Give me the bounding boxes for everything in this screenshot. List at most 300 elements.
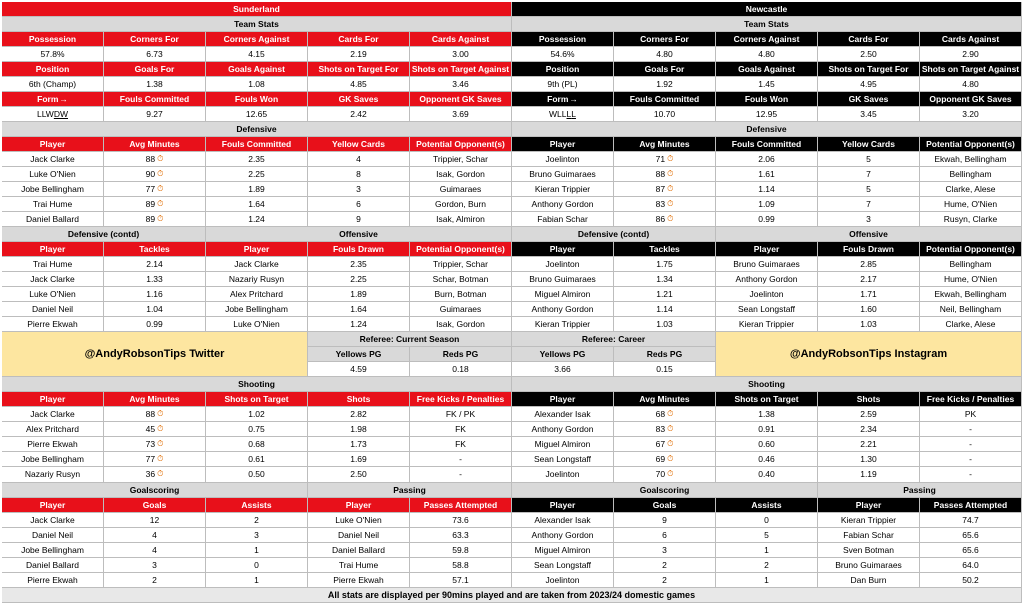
home-contd-header-text: Player	[243, 244, 270, 255]
away-contd-header	[818, 242, 920, 257]
goals	[104, 528, 206, 543]
tackles-value	[104, 272, 206, 287]
away-passing-title	[818, 483, 1022, 498]
tackles-player-text: Bruno Guimaraes	[529, 274, 596, 285]
potential-opponents	[410, 257, 512, 272]
shots-text: 1.30	[860, 454, 877, 465]
home-sot_against-value-text: 3.46	[452, 79, 469, 90]
away-position-label	[512, 62, 614, 77]
away-shoot-header-text: Free Kicks / Penalties	[926, 394, 1015, 405]
home-def-header-text: Yellow Cards	[332, 139, 385, 150]
home-shots_on_target_for-label-text: Shots on Target For	[318, 64, 399, 75]
home-opp_gk_saves-value	[410, 107, 512, 122]
potential-opponents	[920, 197, 1022, 212]
home-shoot-header	[206, 392, 308, 407]
passes-attempted	[920, 543, 1022, 558]
potential-opponents-text: Bellingham	[949, 259, 992, 270]
home-position-value	[2, 77, 104, 92]
offensive-player-text: Anthony Gordon	[735, 274, 798, 285]
home-goalscoring-title	[2, 483, 308, 498]
goalscoring-player-text: Alexander Isak	[534, 514, 591, 525]
away-gk_saves-value-text: 3.45	[860, 109, 877, 120]
home-cards_for-label-text: Cards For	[338, 34, 379, 45]
free-kicks-penalties	[920, 407, 1022, 422]
potential-opponents	[410, 212, 512, 227]
home-def-header-text: Player	[39, 139, 66, 150]
potential-opponents	[410, 152, 512, 167]
fouls-committed-text: 1.14	[758, 184, 775, 195]
career-reds-pg	[614, 362, 716, 377]
goalscoring-player	[2, 528, 104, 543]
shots-text: 2.59	[860, 409, 877, 420]
free-kicks-penalties	[920, 437, 1022, 452]
shooting-player-text: Pierre Ekwah	[27, 439, 78, 450]
home-fouls_committed-label	[104, 92, 206, 107]
tackles-value	[614, 257, 716, 272]
potential-opponents-text: Rusyn, Clarke	[943, 214, 998, 225]
passing-player	[818, 558, 920, 573]
home-cards_against-label-text: Cards Against	[431, 34, 490, 45]
passing-player-text: Trai Hume	[338, 559, 379, 570]
away-possession-label-text: Possession	[538, 34, 587, 45]
fouls-committed-text: 1.61	[758, 169, 775, 180]
home-fouls_committed-label-text: Fouls Committed	[119, 94, 190, 105]
passing-player	[308, 528, 410, 543]
defensive-player-text: Bruno Guimaraes	[529, 169, 596, 180]
assists	[206, 558, 308, 573]
passing-player	[308, 573, 410, 588]
shots-text: 2.50	[350, 469, 367, 480]
tackles-player-text: Trai Hume	[32, 259, 73, 270]
yellow-cards-text: 7	[866, 199, 871, 210]
shooting-player-text: Jack Clarke	[30, 409, 75, 420]
away-possession-value	[512, 47, 614, 62]
shots	[308, 407, 410, 422]
shots	[308, 422, 410, 437]
fouls-committed	[716, 182, 818, 197]
free-kicks-penalties-text: -	[459, 469, 462, 480]
away-shots_on_target_for-label	[818, 62, 920, 77]
home-goals_against-label-text: Goals Against	[228, 64, 285, 75]
away-corners_against-label-text: Corners Against	[733, 34, 800, 45]
goalscoring-player	[2, 558, 104, 573]
home-fouls_committed-value-text: 9.27	[146, 109, 163, 120]
yellow-cards	[818, 182, 920, 197]
avg-minutes	[104, 437, 206, 452]
defensive-player-text: Daniel Ballard	[26, 214, 79, 225]
avg-minutes	[614, 212, 716, 227]
home-defensive-title	[2, 122, 512, 137]
home-opp_gk_saves-value-text: 3.69	[452, 109, 469, 120]
season-yellows-pg	[308, 362, 410, 377]
home-possession-value	[2, 47, 104, 62]
assists	[206, 528, 308, 543]
stopwatch-icon: ⏱	[157, 424, 164, 434]
free-kicks-penalties	[920, 452, 1022, 467]
home-contd-header	[2, 242, 104, 257]
avg-minutes-text: 36	[145, 469, 156, 480]
home-position-value-text: 6th (Champ)	[28, 79, 77, 90]
tackles-value-text: 1.34	[656, 274, 673, 285]
stopwatch-icon: ⏱	[157, 184, 164, 194]
passes-attempted-text: 50.2	[962, 574, 979, 585]
away-goals_against-label	[716, 62, 818, 77]
away-position-value-text: 9th (PL)	[547, 79, 578, 90]
away-contd-header	[614, 242, 716, 257]
home-cards_for-value	[308, 47, 410, 62]
away-possession-label	[512, 32, 614, 47]
goals	[614, 513, 716, 528]
home-team-title-text: Sunderland	[233, 4, 280, 14]
potential-opponents	[410, 317, 512, 332]
career-yellows-pg	[512, 362, 614, 377]
potential-opponents	[920, 152, 1022, 167]
home-cards_for-label	[308, 32, 410, 47]
avg-minutes	[104, 212, 206, 227]
assists-text: 3	[254, 529, 259, 540]
away-gp-header	[716, 498, 818, 513]
avg-minutes-text: 73	[145, 439, 156, 450]
avg-minutes	[104, 422, 206, 437]
offensive-player-text: Kieran Trippier	[738, 319, 795, 330]
home-team-stats-title	[2, 17, 512, 32]
defensive-player-text: Luke O'Nien	[29, 169, 76, 180]
fouls-committed	[716, 212, 818, 227]
passing-player-text: Pierre Ekwah	[333, 574, 384, 585]
away-opponent_gk_saves-label	[920, 92, 1022, 107]
stopwatch-icon: ⏱	[157, 469, 164, 479]
fouls-committed-text: 2.35	[248, 154, 265, 165]
tackles-value	[104, 257, 206, 272]
tackles-player-text: Kieran Trippier	[534, 319, 591, 330]
passes-attempted-text: 57.1	[452, 574, 469, 585]
potential-opponents	[920, 272, 1022, 287]
stopwatch-icon: ⏱	[667, 454, 674, 464]
shooting-player	[2, 437, 104, 452]
away-gp-header	[818, 498, 920, 513]
away-corners_for-label	[614, 32, 716, 47]
shots-on-target	[206, 407, 308, 422]
home-shooting-title-text: Shooting	[238, 379, 275, 390]
away-opponent_gk_saves-label-text: Opponent GK Saves	[929, 94, 1012, 105]
assists	[206, 573, 308, 588]
passes-attempted	[920, 513, 1022, 528]
away-shoot-header-text: Shots	[856, 394, 881, 405]
away-gp-header-text: Player	[855, 499, 882, 510]
home-def-header	[104, 137, 206, 152]
tackles-player	[512, 257, 614, 272]
home-team-stats-title-text: Team Stats	[234, 19, 279, 30]
tackles-player	[512, 317, 614, 332]
away-offensive-title-text: Offensive	[849, 229, 888, 240]
goalscoring-player	[2, 543, 104, 558]
away-opp_gk_saves-value-text: 3.20	[962, 109, 979, 120]
shots-on-target-text: 0.46	[758, 454, 775, 465]
fouls-committed-text: 1.89	[248, 184, 265, 195]
assists	[716, 528, 818, 543]
tackles-player	[512, 287, 614, 302]
reds-pg-label-text: Reds PG	[646, 349, 683, 360]
fouls-drawn	[818, 257, 920, 272]
stopwatch-icon: ⏱	[667, 409, 674, 419]
defensive-player	[2, 152, 104, 167]
assists-text: 5	[764, 529, 769, 540]
offensive-player	[206, 287, 308, 302]
yellow-cards-text: 3	[356, 184, 361, 195]
away-fouls_won-value-text: 12.95	[755, 109, 778, 120]
home-sot_for-value-text: 4.85	[350, 79, 367, 90]
potential-opponents	[920, 167, 1022, 182]
yellow-cards	[308, 182, 410, 197]
offensive-player	[716, 302, 818, 317]
away-goals_for-value-text: 1.92	[656, 79, 673, 90]
fouls-committed	[716, 152, 818, 167]
away-corners_against-value-text: 4.80	[758, 49, 775, 60]
shots	[308, 467, 410, 482]
home-goals_against-value	[206, 77, 308, 92]
away-fouls_committed-label-text: Fouls Committed	[629, 94, 700, 105]
season-reds-pg-text: 0.18	[452, 364, 469, 375]
fouls-committed	[206, 212, 308, 227]
shots	[818, 422, 920, 437]
away-def-header-text: Player	[549, 139, 576, 150]
away-cards_against-value-text: 2.90	[962, 49, 979, 60]
passes-attempted-text: 58.8	[452, 559, 469, 570]
goals-text: 12	[149, 514, 160, 525]
home-def-header-text: Potential Opponent(s)	[416, 139, 505, 150]
away-goals_against-value-text: 1.45	[758, 79, 775, 90]
tackles-value	[104, 317, 206, 332]
potential-opponents	[920, 317, 1022, 332]
home-fouls_won-value	[206, 107, 308, 122]
fouls-drawn	[308, 257, 410, 272]
stopwatch-icon: ⏱	[667, 169, 674, 179]
home-contd-header-text: Tackles	[139, 244, 170, 255]
yellow-cards	[308, 197, 410, 212]
home-shots_on_target_against-label-text: Shots on Target Against	[411, 64, 510, 75]
yellow-cards-text: 3	[866, 214, 871, 225]
assists-text: 0	[254, 559, 259, 570]
home-gk_saves-label	[308, 92, 410, 107]
home-corners_against-label-text: Corners Against	[223, 34, 290, 45]
assists-text: 1	[764, 544, 769, 555]
shots-on-target	[716, 437, 818, 452]
passes-attempted-text: 63.3	[452, 529, 469, 540]
avg-minutes-text: 68	[655, 409, 666, 420]
stopwatch-icon: ⏱	[157, 154, 164, 164]
avg-minutes-text: 88	[145, 154, 156, 165]
home-sot_for-value	[308, 77, 410, 92]
shots-on-target-text: 1.02	[248, 409, 265, 420]
form-result: W	[59, 109, 69, 120]
away-cards_for-label-text: Cards For	[848, 34, 889, 45]
passes-attempted-text: 59.8	[452, 544, 469, 555]
goals-text: 3	[662, 544, 667, 555]
tackles-value	[614, 287, 716, 302]
stopwatch-icon: ⏱	[157, 439, 164, 449]
fouls-committed	[716, 197, 818, 212]
goalscoring-player	[512, 573, 614, 588]
footer-note	[2, 588, 1022, 603]
free-kicks-penalties-text: FK	[455, 424, 466, 435]
avg-minutes-text: 67	[655, 439, 666, 450]
home-defensive-contd-title	[2, 227, 206, 242]
offensive-player-text: Alex Pritchard	[230, 289, 283, 300]
defensive-player-text: Jobe Bellingham	[21, 184, 84, 195]
passing-player	[308, 543, 410, 558]
free-kicks-penalties	[410, 452, 512, 467]
home-fouls_won-label	[206, 92, 308, 107]
fouls-committed-text: 1.24	[248, 214, 265, 225]
goals	[614, 573, 716, 588]
away-fouls_committed-value	[614, 107, 716, 122]
passing-player-text: Bruno Guimaraes	[835, 559, 902, 570]
goalscoring-player-text: Daniel Neil	[31, 529, 74, 540]
passes-attempted-text: 73.6	[452, 514, 469, 525]
shots-on-target-text: 0.61	[248, 454, 265, 465]
fouls-drawn-text: 2.85	[860, 259, 877, 270]
shots-on-target	[206, 452, 308, 467]
away-possession-value-text: 54.6%	[550, 49, 575, 60]
avg-minutes	[614, 197, 716, 212]
away-defensive-contd-title-text: Defensive (contd)	[577, 229, 650, 240]
potential-opponents	[920, 182, 1022, 197]
away-gp-header	[920, 498, 1022, 513]
tackles-player	[512, 272, 614, 287]
away-form-label	[512, 92, 614, 107]
avg-minutes	[104, 452, 206, 467]
home-def-header	[2, 137, 104, 152]
free-kicks-penalties-text: -	[969, 424, 972, 435]
potential-opponents-text: Guimaraes	[439, 184, 482, 195]
yellow-cards	[818, 167, 920, 182]
fouls-drawn-text: 2.25	[350, 274, 367, 285]
home-gp-header-text: Passes Attempted	[423, 499, 498, 510]
stopwatch-icon: ⏱	[157, 409, 164, 419]
fouls-drawn-text: 2.35	[350, 259, 367, 270]
fouls-committed	[206, 152, 308, 167]
offensive-player-text: Bruno Guimaraes	[733, 259, 800, 270]
stopwatch-icon: ⏱	[667, 154, 674, 164]
away-gp-header	[512, 498, 614, 513]
home-team-title	[2, 2, 512, 17]
free-kicks-penalties	[410, 437, 512, 452]
stopwatch-icon: ⏱	[667, 214, 674, 224]
potential-opponents-text: Isak, Almiron	[436, 214, 485, 225]
passing-player-text: Fabian Schar	[843, 529, 894, 540]
away-fouls_committed-value-text: 10.70	[653, 109, 676, 120]
home-contd-header	[206, 242, 308, 257]
offensive-player-text: Joelinton	[749, 289, 784, 300]
away-contd-header-text: Fouls Drawn	[842, 244, 894, 255]
stopwatch-icon: ⏱	[667, 469, 674, 479]
home-contd-header	[410, 242, 512, 257]
home-offensive-title-text: Offensive	[339, 229, 378, 240]
fouls-drawn-text: 1.71	[860, 289, 877, 300]
form-result: L	[566, 109, 572, 120]
avg-minutes-text: 83	[655, 199, 666, 210]
instagram-promo-text: @AndyRobsonTips Instagram	[789, 348, 948, 361]
goalscoring-player	[2, 513, 104, 528]
fouls-committed-text: 1.64	[248, 199, 265, 210]
tackles-value	[614, 302, 716, 317]
assists-text: 1	[254, 574, 259, 585]
home-form-value-text: LLW	[36, 109, 54, 120]
shots	[308, 452, 410, 467]
avg-minutes-text: 87	[655, 184, 666, 195]
assists-text: 1	[764, 574, 769, 585]
stats-sheet	[2, 2, 1022, 603]
passes-attempted-text: 74.7	[962, 514, 979, 525]
assists	[206, 513, 308, 528]
away-goalscoring-title	[512, 483, 818, 498]
offensive-player	[716, 257, 818, 272]
yellow-cards	[308, 212, 410, 227]
potential-opponents-text: Burn, Botman	[434, 289, 487, 300]
shooting-player	[2, 467, 104, 482]
defensive-player-text: Kieran Trippier	[534, 184, 591, 195]
away-gp-header-text: Player	[549, 499, 576, 510]
yellows-pg-label-text: Yellows PG	[539, 349, 586, 360]
free-kicks-penalties-text: -	[969, 439, 972, 450]
free-kicks-penalties	[920, 422, 1022, 437]
goals	[104, 543, 206, 558]
home-possession-label-text: Possession	[28, 34, 77, 45]
goals-text: 2	[662, 559, 667, 570]
home-shoot-header-text: Free Kicks / Penalties	[416, 394, 505, 405]
defensive-player	[2, 167, 104, 182]
season-reds-pg	[410, 362, 512, 377]
home-shoot-header	[104, 392, 206, 407]
avg-minutes-text: 88	[655, 169, 666, 180]
goalscoring-player-text: Miguel Almiron	[534, 544, 591, 555]
tackles-value-text: 1.75	[656, 259, 673, 270]
shots-on-target-text: 1.38	[758, 409, 775, 420]
home-contd-header-text: Fouls Drawn	[332, 244, 384, 255]
offensive-player	[206, 272, 308, 287]
shots-on-target	[716, 407, 818, 422]
away-fouls_won-label	[716, 92, 818, 107]
passes-attempted-text: 65.6	[962, 544, 979, 555]
free-kicks-penalties-text: FK / PK	[445, 409, 476, 420]
reds-pg-label	[614, 347, 716, 362]
home-cards_against-label	[410, 32, 512, 47]
assists-text: 0	[764, 514, 769, 525]
home-goals_for-label-text: Goals For	[134, 64, 175, 75]
fouls-drawn-text: 1.89	[350, 289, 367, 300]
defensive-player-text: Fabian Schar	[537, 214, 588, 225]
potential-opponents	[920, 257, 1022, 272]
home-def-header	[308, 137, 410, 152]
yellows-pg-label	[512, 347, 614, 362]
fouls-drawn-text: 1.03	[860, 319, 877, 330]
away-fouls_won-value	[716, 107, 818, 122]
shots-on-target	[716, 422, 818, 437]
away-form-label-text: Form	[547, 94, 569, 105]
tackles-player	[512, 302, 614, 317]
fouls-committed	[206, 167, 308, 182]
away-team-title-text: Newcastle	[745, 4, 788, 14]
stopwatch-icon: ⏱	[667, 424, 674, 434]
avg-minutes	[614, 452, 716, 467]
shots-on-target-text: 0.75	[248, 424, 265, 435]
goalscoring-player	[512, 543, 614, 558]
fouls-drawn-text: 2.17	[860, 274, 877, 285]
away-contd-header-text: Player	[549, 244, 576, 255]
potential-opponents-text: Trippier, Schar	[433, 259, 488, 270]
tackles-player	[2, 272, 104, 287]
shots	[818, 437, 920, 452]
